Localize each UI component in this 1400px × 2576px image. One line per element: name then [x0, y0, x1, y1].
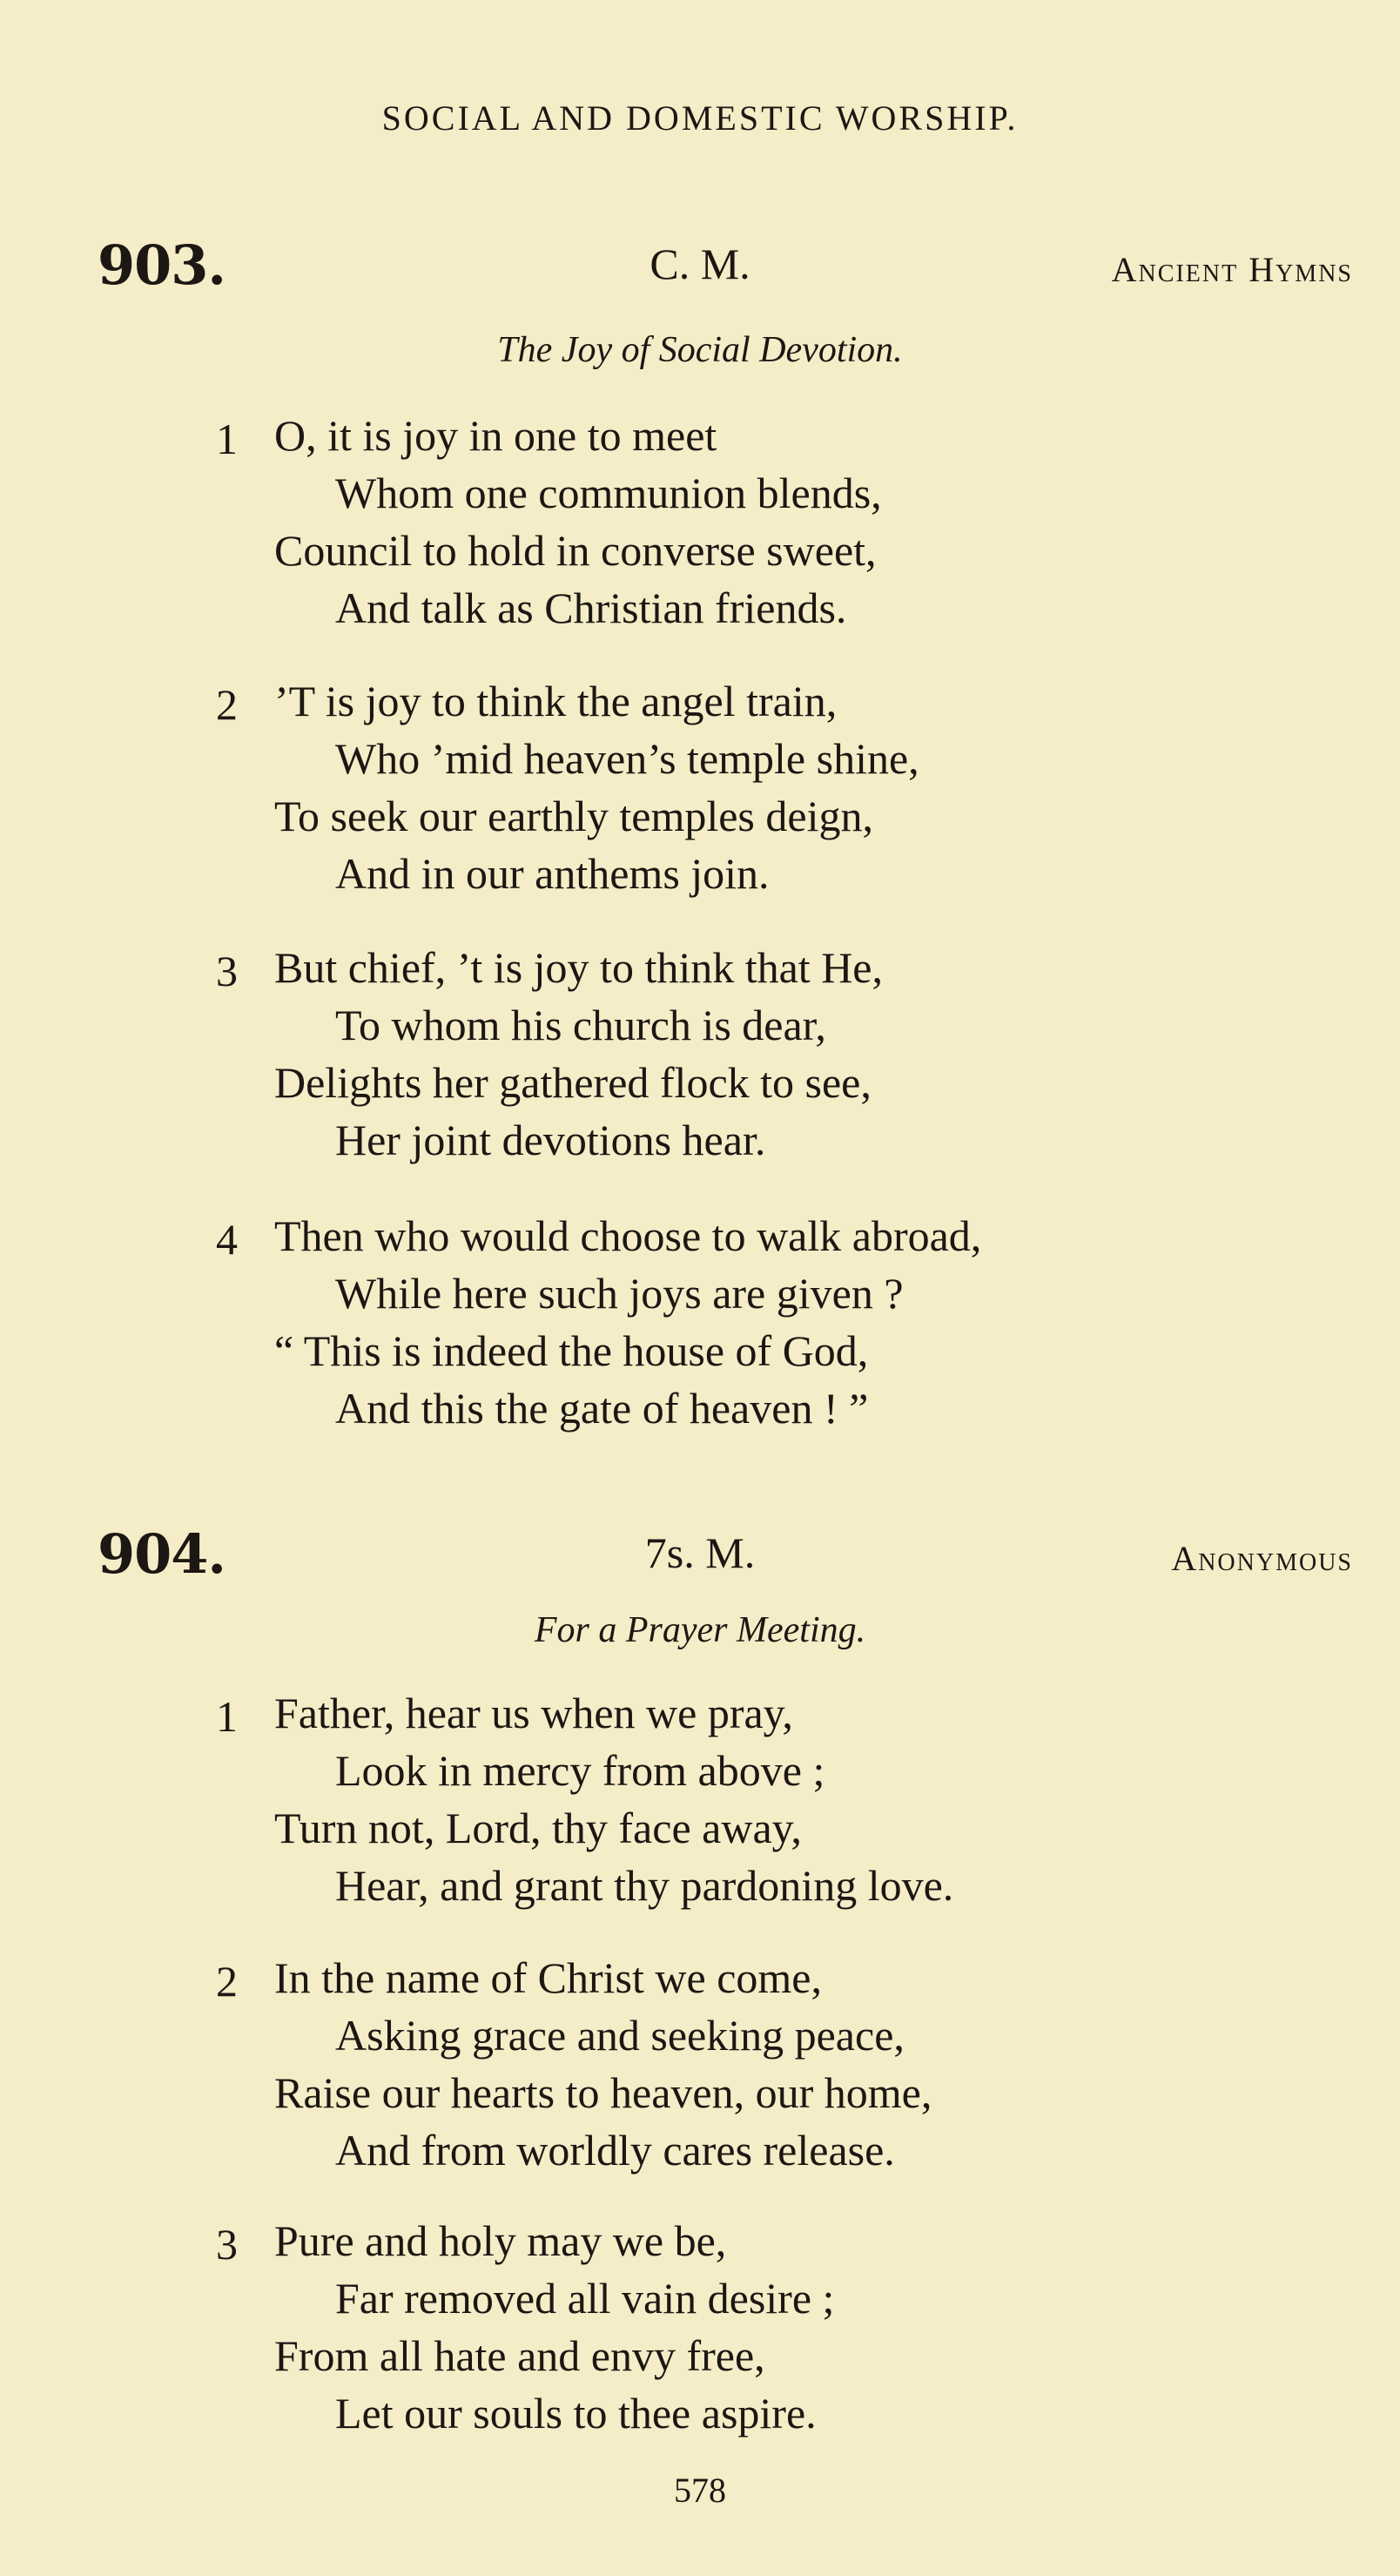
verse-line: O, it is joy in one to meet — [274, 411, 717, 460]
verse-line: Father, hear us when we pray, — [274, 1689, 793, 1737]
verse-line: Hear, and grant thy pardoning love. — [335, 1861, 954, 1910]
running-head: SOCIAL AND DOMESTIC WORSHIP. — [381, 98, 1019, 138]
verse-line: ’T is joy to think the angel train, — [274, 677, 838, 725]
verse-line: Whom one communion blends, — [335, 469, 882, 517]
hymn-author: Anonymous — [1171, 1539, 1353, 1578]
verse-number: 2 — [216, 680, 238, 729]
verse-line: While here such joys are given ? — [335, 1269, 904, 1318]
verse-line: And in our anthems join. — [335, 849, 770, 898]
verse-line: And from worldly cares release. — [335, 2126, 895, 2175]
verse-number: 1 — [216, 415, 238, 463]
page-number: 578 — [674, 2471, 726, 2510]
verse-line: Let our souls to thee aspire. — [335, 2389, 817, 2438]
verse-line: Her joint devotions hear. — [335, 1116, 766, 1164]
verse-number: 3 — [216, 2220, 238, 2269]
verse-line: Council to hold in converse sweet, — [274, 526, 877, 575]
verse-line: Look in mercy from above ; — [335, 1746, 825, 1795]
verse-line: Pure and holy may we be, — [274, 2216, 727, 2265]
verse-line: And talk as Christian friends. — [335, 583, 847, 632]
verse-line: In the name of Christ we come, — [274, 1953, 822, 2002]
verse-number: 3 — [216, 947, 238, 995]
verse-line: To whom his church is dear, — [335, 1001, 826, 1049]
verse-number: 2 — [216, 1957, 238, 2006]
hymn-number: 903. — [98, 233, 226, 297]
hymn-header — [0, 1522, 1400, 1592]
verse-line: And this the gate of heaven ! ” — [335, 1384, 869, 1433]
verse-number: 1 — [216, 1692, 238, 1741]
verse-line: From all hate and envy free, — [274, 2331, 765, 2380]
hymn-meter: 7s. M. — [644, 1528, 756, 1577]
hymn-subtitle: The Joy of Social Devotion. — [497, 330, 903, 370]
verse-line: Raise our hearts to heaven, our home, — [274, 2068, 932, 2117]
hymn-author: Ancient Hymns — [1111, 250, 1353, 289]
verse-line: To seek our earthly temples deign, — [274, 792, 873, 840]
hymn-number: 904. — [98, 1522, 226, 1586]
verse-line: Asking grace and seeking peace, — [335, 2011, 905, 2060]
verse-line: Who ’mid heaven’s temple shine, — [335, 734, 919, 783]
hymn-meter: C. M. — [650, 239, 750, 288]
verse-line: But chief, ’t is joy to think that He, — [274, 943, 883, 992]
verse-line: Then who would choose to walk abroad, — [274, 1211, 982, 1260]
verse-line: Turn not, Lord, thy face away, — [274, 1804, 802, 1852]
verse-line: Far removed all vain desire ; — [335, 2274, 835, 2323]
verse-number: 4 — [216, 1215, 238, 1264]
verse-line: “ This is indeed the house of God, — [274, 1326, 869, 1375]
hymn-header — [0, 233, 1400, 303]
hymn-subtitle: For a Prayer Meeting. — [534, 1610, 866, 1650]
verse-line: Delights her gathered flock to see, — [274, 1058, 872, 1107]
